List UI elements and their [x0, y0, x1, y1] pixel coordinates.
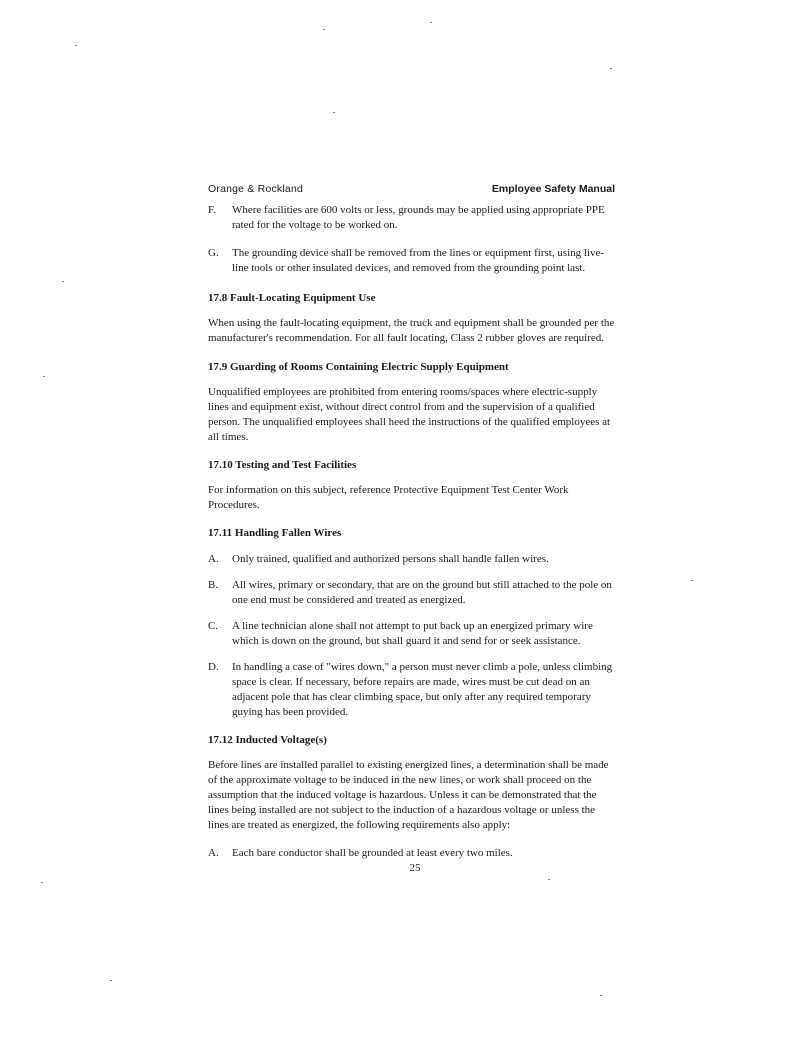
scan-speck — [430, 22, 432, 23]
list-item-d — [208, 660, 618, 720]
list-text: In handling a case of "wires down," a person must never climb a pole, unless climbing space is clear. If necessary, before repairs are made, wires must be cut dead on an adjacent pole that has clear climbing space, but only after any required temporary guying has been provided. — [232, 661, 613, 718]
header-manual-title: Employee Safety Manual — [491, 183, 615, 195]
list-letter: F. — [208, 204, 216, 216]
scan-speck — [110, 980, 112, 981]
list-letter: G. — [208, 247, 219, 259]
list-text: Only trained, qualified and authorized persons shall handle fallen wires. — [232, 553, 549, 565]
list-text: Where facilities are 600 volts or less, grounds may be applied using appropriate PPE rated for the voltage to be worked on. — [232, 204, 605, 231]
section-body-17-10: For information on this subject, reference Protective Equipment Test Center Work Procedures. — [208, 484, 569, 511]
section-heading-17-8: 17.8 Fault-Locating Equipment Use — [208, 292, 376, 304]
list-text: All wires, primary or secondary, that are on the ground but still attached to the pole on one end must be considered and treated as energized. — [232, 579, 612, 606]
scan-speck — [333, 112, 335, 113]
section-heading-17-10: 17.10 Testing and Test Facilities — [208, 459, 357, 471]
list-text: Each bare conductor shall be grounded at least every two miles. — [232, 847, 513, 859]
scan-speck — [548, 879, 550, 880]
section-body-17-12: Before lines are installed parallel to existing energized lines, a determination shall be made of the approximate voltage to be induced in the new lines, or work shall proceed on the assumption that the induced voltage is hazardous. Unless it can be demonstrated that the lines being installed are not subject to the induction of a hazardous voltage or unless the lines are treated as energized, the following requirements also apply: — [208, 759, 609, 831]
scan-speck — [62, 281, 64, 282]
scan-speck — [43, 376, 45, 377]
list-item-f — [208, 203, 618, 233]
list-letter: B. — [208, 579, 219, 591]
section-heading-17-9: 17.9 Guarding of Rooms Containing Electric Supply Equipment — [208, 361, 509, 373]
list-item-a-17-12 — [208, 846, 618, 861]
page-body — [208, 203, 618, 861]
list-text: A line technician alone shall not attempt to put back up an energized primary wire which is down on the ground, but shall guard it and send for or seek assistance. — [232, 620, 593, 647]
list-letter: D. — [208, 661, 219, 673]
list-item-a — [208, 552, 618, 567]
list-text: The grounding device shall be removed from the lines or equipment first, using live-line tools or other insulated devices, and removed from the grounding point last. — [232, 247, 605, 274]
scan-speck — [41, 882, 43, 883]
scan-speck — [691, 580, 693, 581]
list-letter: A. — [208, 553, 219, 565]
page-header — [208, 183, 615, 197]
section-body-17-8: When using the fault-locating equipment, the truck and equipment shall be grounded per the manufacturer's recommendation. For all fault locating, Class 2 rubber gloves are required. — [208, 317, 615, 344]
list-letter: A. — [208, 847, 219, 859]
section-body-17-9: Unqualified employees are prohibited from entering rooms/spaces where electric-supply lines and equipment exist, without direct control from and the supervision of a qualified person. The unqualified employees shall heed the instructions of the qualified employees at all times. — [208, 386, 611, 443]
page-number: 25 — [409, 862, 421, 874]
list-item-g — [208, 246, 618, 276]
list-item-b — [208, 578, 618, 608]
section-heading-17-11: 17.11 Handling Fallen Wires — [208, 527, 342, 539]
list-letter: C. — [208, 620, 219, 632]
scan-speck — [610, 68, 612, 69]
list-item-c — [208, 619, 618, 649]
scan-speck — [600, 995, 602, 996]
section-heading-17-12: 17.12 Inducted Voltage(s) — [208, 734, 327, 746]
scan-speck — [323, 29, 325, 30]
scan-speck — [75, 45, 77, 46]
header-company: Orange & Rockland — [208, 183, 304, 195]
